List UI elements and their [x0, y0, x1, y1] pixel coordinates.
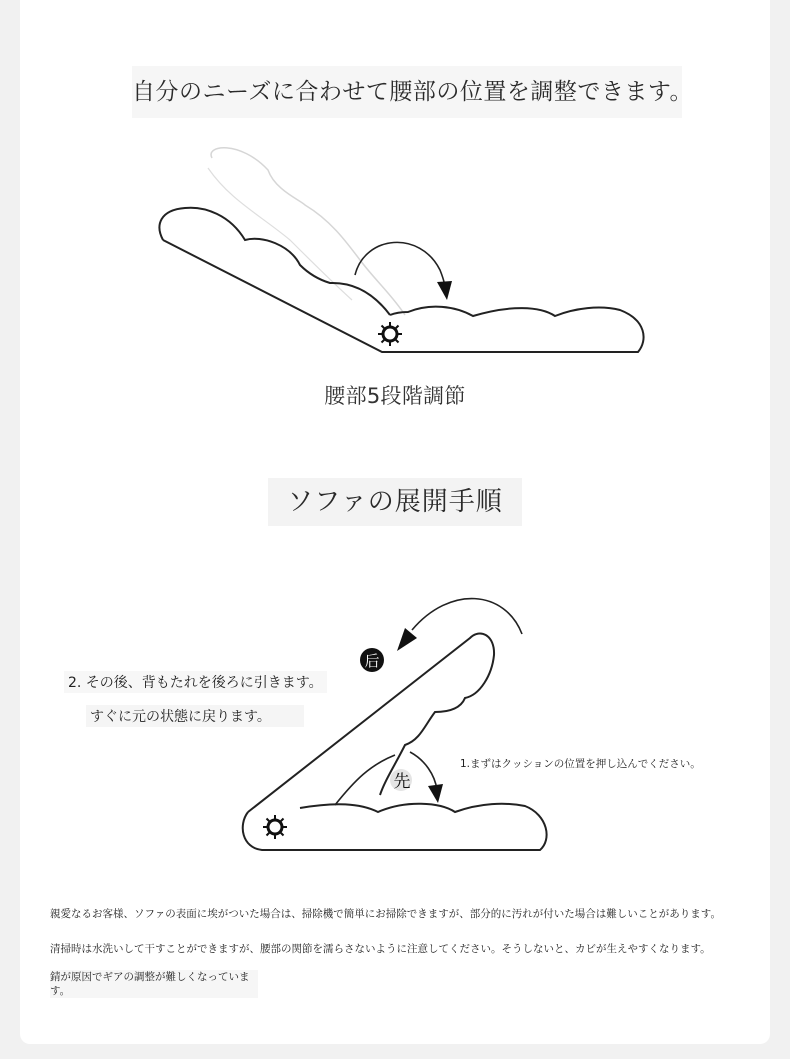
step2-line1: 2. その後、背もたれを後ろに引きます。 [64, 671, 327, 693]
care-note-3: 錆が原因でギアの調整が難しくなっています。 [50, 970, 258, 998]
care-note-1: 親愛なるお客様、ソファの表面に埃がついた場合は、掃除機で簡単にお掃除できますが、部分的に汚れが付いた場合は難しいことがあります。 [50, 908, 721, 920]
step2-line2: すぐに元の状態に戻ります。 [86, 705, 304, 727]
step1-label: 1.まずはクッションの位置を押し込んでください。 [460, 758, 701, 770]
lumbar-caption: 腰部5段階調節 [324, 384, 466, 408]
care-note-2: 清掃時は水洗いして干すことができますが、腰部の関節を濡らさないように注意してください。そうしないと、カビが生えやすくなります。 [50, 943, 711, 955]
pull-back-arrow [412, 599, 522, 634]
push-arrowhead [428, 784, 443, 803]
page-title: 自分のニーズに合わせて腰部の位置を調整できます。 [132, 66, 682, 118]
marker-after-text: 后 [364, 652, 380, 670]
gear-icon [263, 815, 287, 839]
marker-first-text: 先 [393, 772, 411, 792]
push-arrow [410, 752, 437, 790]
pull-back-arrowhead [397, 628, 417, 651]
seat-outline [243, 804, 547, 850]
section-title: ソファの展開手順 [268, 478, 522, 526]
